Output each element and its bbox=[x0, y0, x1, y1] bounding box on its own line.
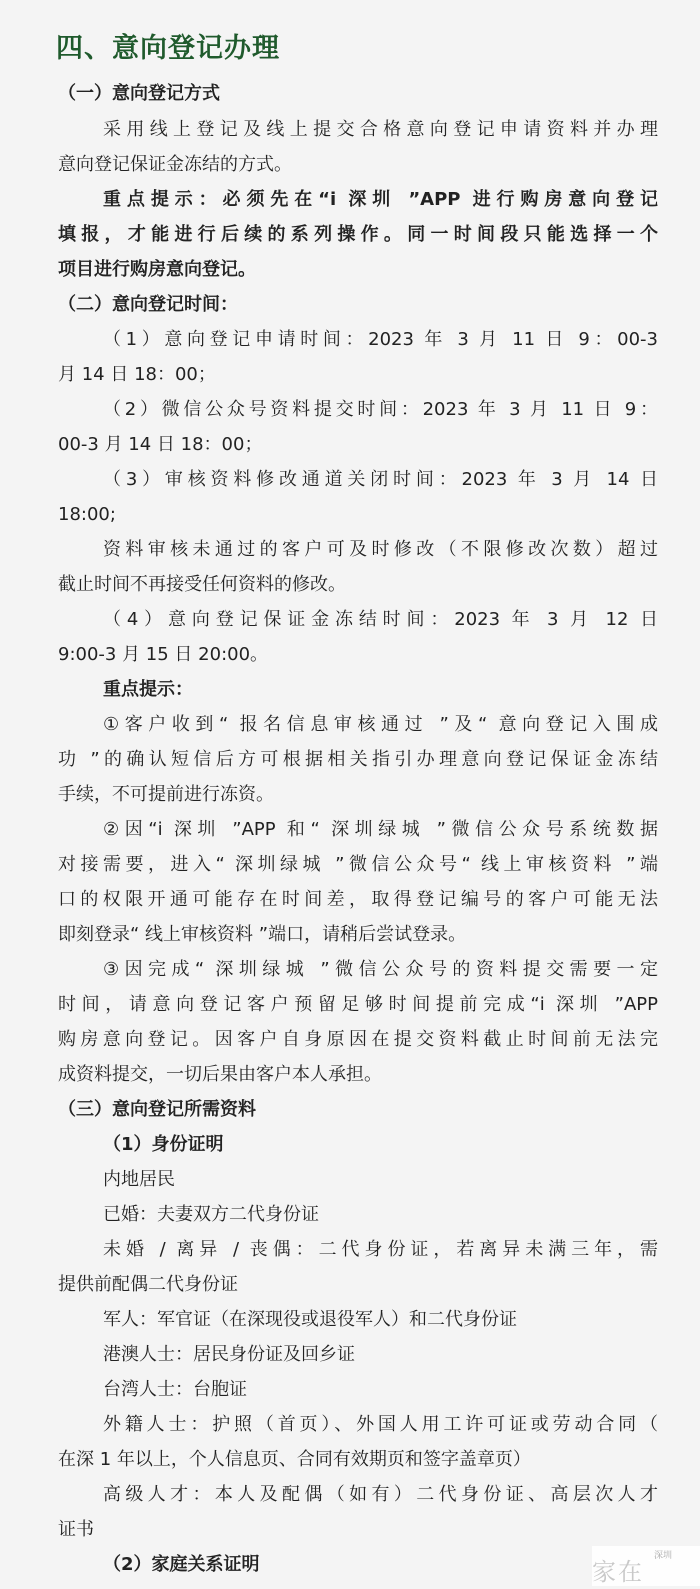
paragraph-line: 港澳人士：居民身份证及回乡证 bbox=[103, 1344, 355, 1365]
paragraph-line: 证书 bbox=[58, 1519, 94, 1540]
paragraph-line: 台湾人士：台胞证 bbox=[103, 1379, 247, 1400]
paragraph-line: ②因“i 深圳 ”APP 和“ 深圳绿城 ”微信公众号系统数据 bbox=[103, 819, 658, 840]
subheading-identity: （1）身份证明 bbox=[103, 1134, 224, 1155]
paragraph-line: ③因完成“ 深圳绿城 ”微信公众号的资料提交需要一定 bbox=[103, 959, 658, 980]
paragraph-line: 内地居民 bbox=[103, 1169, 175, 1190]
watermark-mark: 家在 bbox=[592, 1558, 644, 1586]
paragraph-line: 外籍人士：护照（首页）、外国人用工许可证或劳动合同（ bbox=[103, 1414, 658, 1435]
paragraph-line: 购房意向登记。因客户自身原因在提交资料截止时间前无法完 bbox=[58, 1029, 658, 1050]
paragraph-line: ①客户收到“ 报名信息审核通过 ”及“ 意向登记入围成 bbox=[103, 714, 658, 735]
paragraph-line: 时间，请意向登记客户预留足够时间提前完成“i 深圳 ”APP bbox=[58, 994, 658, 1015]
paragraph-line: 口的权限开通可能存在时间差，取得登记编号的客户可能无法 bbox=[58, 889, 658, 910]
paragraph-line: 截止时间不再接受任何资料的修改。 bbox=[58, 574, 346, 595]
subheading-method: （一）意向登记方式 bbox=[58, 83, 220, 104]
paragraph-line: 手续，不可提前进行冻资。 bbox=[58, 784, 274, 805]
paragraph-line: 00-3 月 14 日 18：00； bbox=[58, 434, 263, 455]
watermark bbox=[592, 1546, 700, 1586]
subheading-time: （二）意向登记时间： bbox=[58, 294, 238, 315]
paragraph-line: 提供前配偶二代身份证 bbox=[58, 1274, 238, 1295]
paragraph-line: 在深 1 年以上，个人信息页、合同有效期页和签字盖章页） bbox=[58, 1449, 531, 1470]
subheading-materials: （三）意向登记所需资料 bbox=[58, 1099, 256, 1120]
key-tip-line: 项目进行购房意向登记。 bbox=[58, 259, 256, 280]
paragraph-line: 成资料提交，一切后果由客户本人承担。 bbox=[58, 1064, 382, 1085]
paragraph-line: 9:00-3 月 15 日 20:00。 bbox=[58, 644, 269, 665]
paragraph-line: 未婚 / 离异 / 丧偶：二代身份证，若离异未满三年，需 bbox=[103, 1239, 658, 1260]
paragraph-line: 意向登记保证金冻结的方式。 bbox=[58, 154, 292, 175]
paragraph-line: 已婚：夫妻双方二代身份证 bbox=[103, 1204, 319, 1225]
key-tip-heading: 重点提示： bbox=[103, 679, 193, 700]
watermark-site: 深圳 bbox=[654, 1551, 673, 1561]
paragraph-line: （3）审核资料修改通道关闭时间：2023 年 3 月 14 日 bbox=[103, 469, 658, 490]
key-tip-line: 重点提示：必须先在“i 深圳 ”APP 进行购房意向登记 bbox=[103, 189, 658, 210]
paragraph-line: （1）意向登记申请时间：2023 年 3 月 11 日 9：00-3 bbox=[103, 329, 658, 350]
paragraph-line: 采用线上登记及线上提交合格意向登记申请资料并办理 bbox=[103, 119, 658, 140]
paragraph-line: （4）意向登记保证金冻结时间：2023 年 3 月 12 日 bbox=[103, 609, 658, 630]
subheading-family: （2）家庭关系证明 bbox=[103, 1554, 260, 1575]
paragraph-line: 军人：军官证（在深现役或退役军人）和二代身份证 bbox=[103, 1309, 517, 1330]
section-heading: 四、意向登记办理 bbox=[56, 33, 280, 64]
paragraph-line: 功 ”的确认短信后方可根据相关指引办理意向登记保证金冻结 bbox=[58, 749, 658, 770]
paragraph-line: 高级人才：本人及配偶（如有）二代身份证、高层次人才 bbox=[103, 1484, 658, 1505]
key-tip-line: 填报，才能进行后续的系列操作。同一时间段只能选择一个 bbox=[58, 224, 658, 245]
paragraph-line: 月 14 日 18：00； bbox=[58, 364, 216, 385]
paragraph-line: 即刻登录“ 线上审核资料 ”端口，请稍后尝试登录。 bbox=[58, 924, 467, 945]
paragraph-line: 18:00; bbox=[58, 504, 116, 525]
paragraph-line: （2）微信公众号资料提交时间：2023 年 3 月 11 日 9： bbox=[103, 399, 658, 420]
paragraph-line: 资料审核未通过的客户可及时修改（不限修改次数）超过 bbox=[103, 539, 658, 560]
paragraph-line: 对接需要，进入“ 深圳绿城 ”微信公众号“ 线上审核资料 ”端 bbox=[58, 854, 658, 875]
